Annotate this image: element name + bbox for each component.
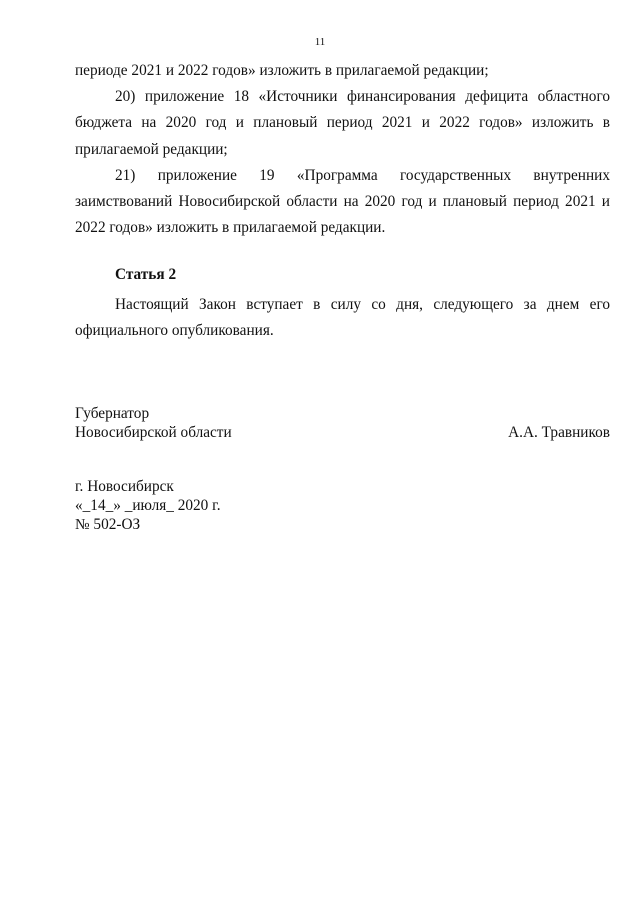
article-2-text: Настоящий Закон вступает в силу со дня, следующего за днем его официального опубликования. xyxy=(75,296,610,340)
place-date-number xyxy=(75,477,221,534)
law-number: № 502-ОЗ xyxy=(75,516,141,533)
amendments-list xyxy=(75,58,610,241)
paragraph-19-continuation: периоде 2021 и 2022 годов» изложить в прилагаемой редакции; xyxy=(75,62,489,79)
paragraph-20: 20) приложение 18 «Источники финансирования дефицита областного бюджета на 2020 год и плановый период 2021 и 2022 годов» изложить в прилагаемой редакции; xyxy=(75,88,610,158)
article-2-title: Статья 2 xyxy=(115,266,177,283)
signatory-region: Новосибирской области xyxy=(75,424,232,441)
page-number: 11 xyxy=(314,36,326,48)
paragraph-21: 21) приложение 19 «Программа государственных внутренних заимствований Новосибирской области на 2020 год и плановый период 2021 и 2022 годов» изложить в прилагаемой редакции. xyxy=(75,166,610,237)
signatory-name: А.А. Травников xyxy=(508,424,610,441)
law-date: «_14_» _июля_ 2020 г. xyxy=(75,497,221,514)
signature-block xyxy=(75,404,610,442)
city: г. Новосибирск xyxy=(75,478,174,495)
signature-row xyxy=(75,423,610,442)
signatory-position: Губернатор xyxy=(75,405,150,422)
article-2-body xyxy=(75,292,610,344)
